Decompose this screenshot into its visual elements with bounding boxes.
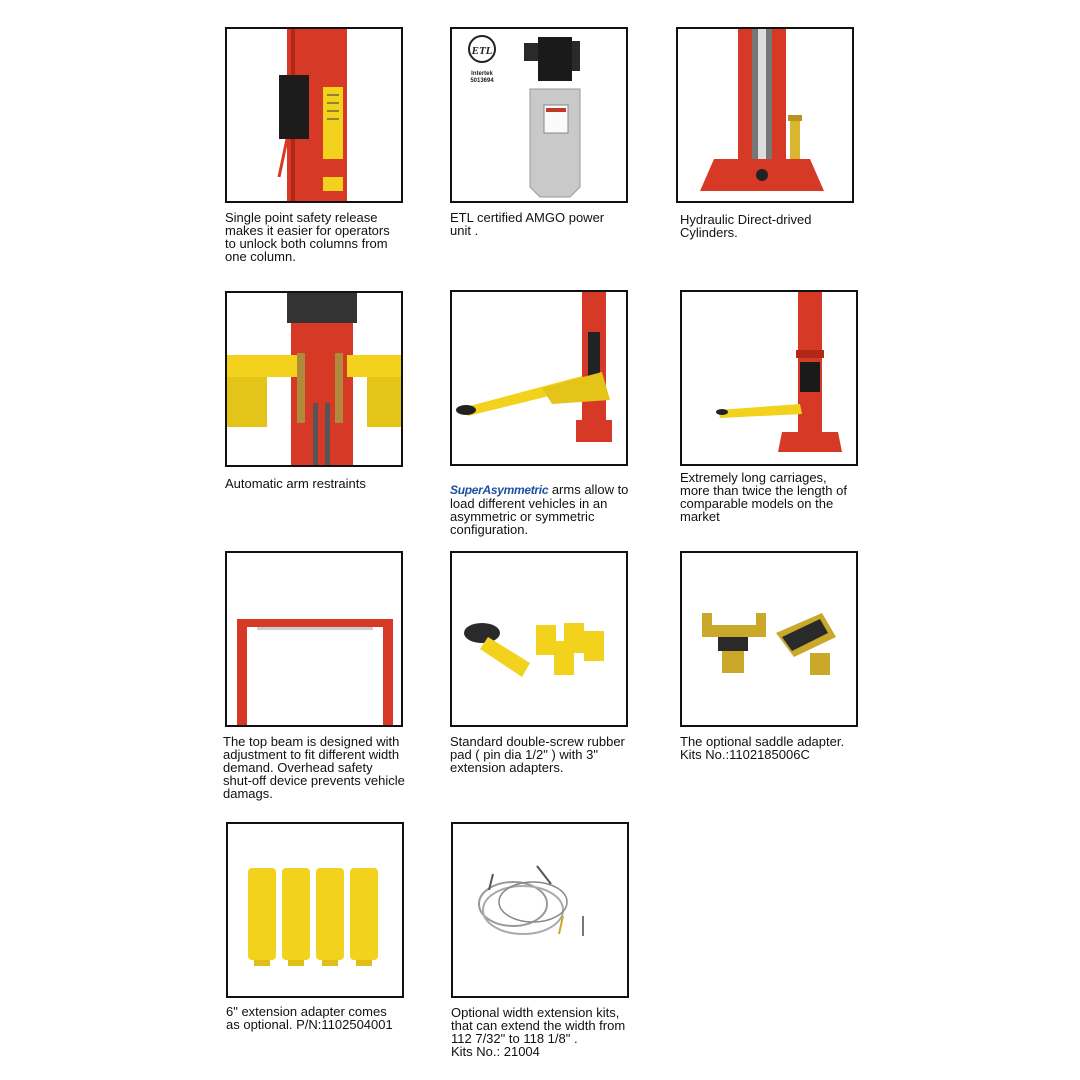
- hydraulic-cylinder-icon: [678, 29, 852, 201]
- feature-caption: SuperAsymmetric arms allow to load different vehicles in an asymmetric or symmetric configuration.: [450, 482, 629, 537]
- feature-caption: Hydraulic Direct-drived Cylinders.: [680, 212, 812, 240]
- feature-caption: Optional width extension kits, that can extend the width from 112 7/32" to 118 1/8" . Kits No.: 21004: [451, 1005, 626, 1059]
- lift-column-icon: [227, 29, 401, 201]
- cable-kit-icon: [453, 824, 627, 996]
- svg-text:ETL: ETL: [471, 45, 493, 57]
- arm-restraints-photo: [225, 291, 403, 467]
- safety-release-photo: [225, 27, 403, 203]
- power-unit-photo: [450, 27, 628, 203]
- saddle-adapter-photo: [680, 551, 858, 727]
- feature-caption: Automatic arm restraints: [225, 476, 366, 491]
- rubber-pad-photo: [450, 551, 628, 727]
- saddle-adapter-icon: [682, 553, 856, 725]
- feature-caption: The optional saddle adapter. Kits No.:1102185006C: [680, 734, 845, 762]
- rubber-pad-icon: [452, 553, 626, 725]
- top-beam-icon: [227, 553, 401, 725]
- feature-caption: Standard double-screw rubber pad ( pin dia 1/2" ) with 3" extension adapters.: [450, 734, 625, 775]
- feature-caption: Single point safety release makes it easier for operators to unlock both columns from one column.: [225, 210, 390, 264]
- feature-caption: Extremely long carriages, more than twice the length of comparable models on the market: [680, 470, 847, 524]
- power-unit-icon: [452, 29, 626, 201]
- feature-caption: The top beam is designed with adjustment to fit different width demand. Overhead safety shut-off device prevents vehicle damags.: [223, 734, 405, 801]
- extension-adapter-photo: [226, 822, 404, 998]
- extension-adapter-icon: [228, 824, 402, 996]
- feature-caption: ETL certified AMGO power unit .: [450, 210, 605, 238]
- top-beam-photo: [225, 551, 403, 727]
- asymmetric-arms-photo: [450, 290, 628, 466]
- lift-arm-icon: [452, 292, 626, 464]
- feature-caption: 6" extension adapter comes as optional. P/N:1102504001: [226, 1004, 393, 1032]
- cylinders-photo: [676, 27, 854, 203]
- svg-text:5013694: 5013694: [470, 78, 494, 84]
- arm-restraint-icon: [227, 293, 401, 465]
- width-extension-photo: [451, 822, 629, 998]
- long-carriages-photo: [680, 290, 858, 466]
- svg-text:Intertek: Intertek: [471, 71, 493, 77]
- super-asymmetric-logo: SuperAsymmetric: [450, 483, 549, 497]
- carriage-icon: [682, 292, 856, 464]
